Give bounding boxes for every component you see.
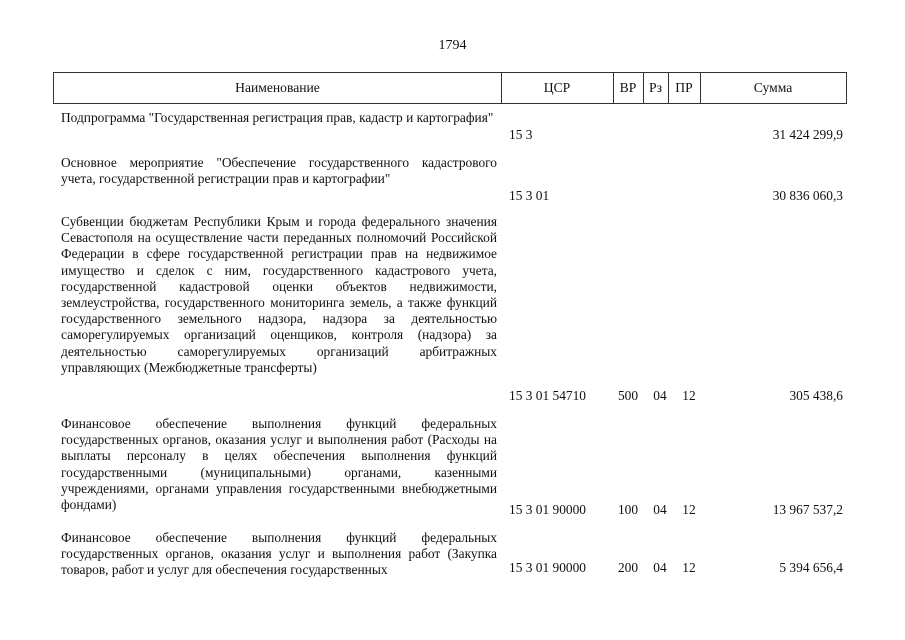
- row-pr: 12: [682, 388, 696, 403]
- row-csr: 15 3 01: [509, 188, 550, 203]
- table-row: [0, 530, 905, 576]
- row-name: Подпрограмма "Государственная регистрация прав, кадастр и картография": [61, 110, 494, 125]
- table-row: [0, 214, 905, 404]
- row-rz: 04: [653, 502, 667, 517]
- row-sum: 30 836 060,3: [772, 188, 843, 203]
- table-header: [53, 72, 847, 104]
- header-sum: Сумма: [753, 80, 793, 95]
- header-pr: ПР: [668, 73, 701, 103]
- row-pr: 12: [682, 560, 696, 575]
- row-name: Субвенции бюджетам Республики Крым и города федерального значения Севастополя на осуществление части переданных полномочий Российской Федерации в сфере государственной регистрации прав на недвижимое имущество и сделок с ним, государственного кадастрового учета, государственной кадастровой оценки объектов недвижимости, землеустройства, государственного мониторинга земель, а также функций государственного земельного надзора, надзора за деятельностью саморегулируемых организаций оценщиков, контроля (надзора) за деятельностью саморегулируемых организаций арбитражных управляющих (Межбюджетные трансферты): [61, 214, 497, 375]
- row-sum: 13 967 537,2: [772, 502, 843, 517]
- row-vr: 200: [617, 560, 639, 575]
- row-csr: 15 3 01 90000: [509, 502, 586, 517]
- row-vr: 500: [617, 388, 639, 403]
- row-sum: 305 438,6: [789, 388, 843, 403]
- row-name: Финансовое обеспечение выполнения функций федеральных государственных органов, оказания услуг и выполнения работ (Закупка товаров, работ и услуг для обеспечения государственных: [61, 530, 497, 578]
- row-csr: 15 3: [509, 127, 533, 142]
- row-csr: 15 3 01 54710: [509, 388, 586, 403]
- row-rz: 04: [653, 388, 667, 403]
- row-name: Основное мероприятие "Обеспечение государственного кадастрового учета, государственной регистрации прав и картографии": [61, 155, 497, 187]
- header-rz: Рз: [643, 73, 669, 103]
- header-name: Наименование: [54, 73, 502, 103]
- row-csr: 15 3 01 90000: [509, 560, 586, 575]
- row-sum: 5 394 656,4: [779, 560, 843, 575]
- row-vr: 100: [617, 502, 639, 517]
- header-csr: ЦСР: [501, 73, 614, 103]
- table-row: [0, 110, 905, 143]
- row-rz: 04: [653, 560, 667, 575]
- row-name: Финансовое обеспечение выполнения функций федеральных государственных органов, оказания услуг и выполнения работ (Расходы на выплаты персоналу в целях обеспечения выполнения функций государственными (муниципальными) органами, казенными учреждениями, органами управления государственными внебюджетными фондами): [61, 416, 497, 513]
- row-sum: 31 424 299,9: [772, 127, 843, 142]
- table-row: [0, 416, 905, 518]
- row-pr: 12: [682, 502, 696, 517]
- table-row: [0, 155, 905, 204]
- page-number: 1794: [438, 38, 467, 53]
- header-vr: ВР: [613, 73, 644, 103]
